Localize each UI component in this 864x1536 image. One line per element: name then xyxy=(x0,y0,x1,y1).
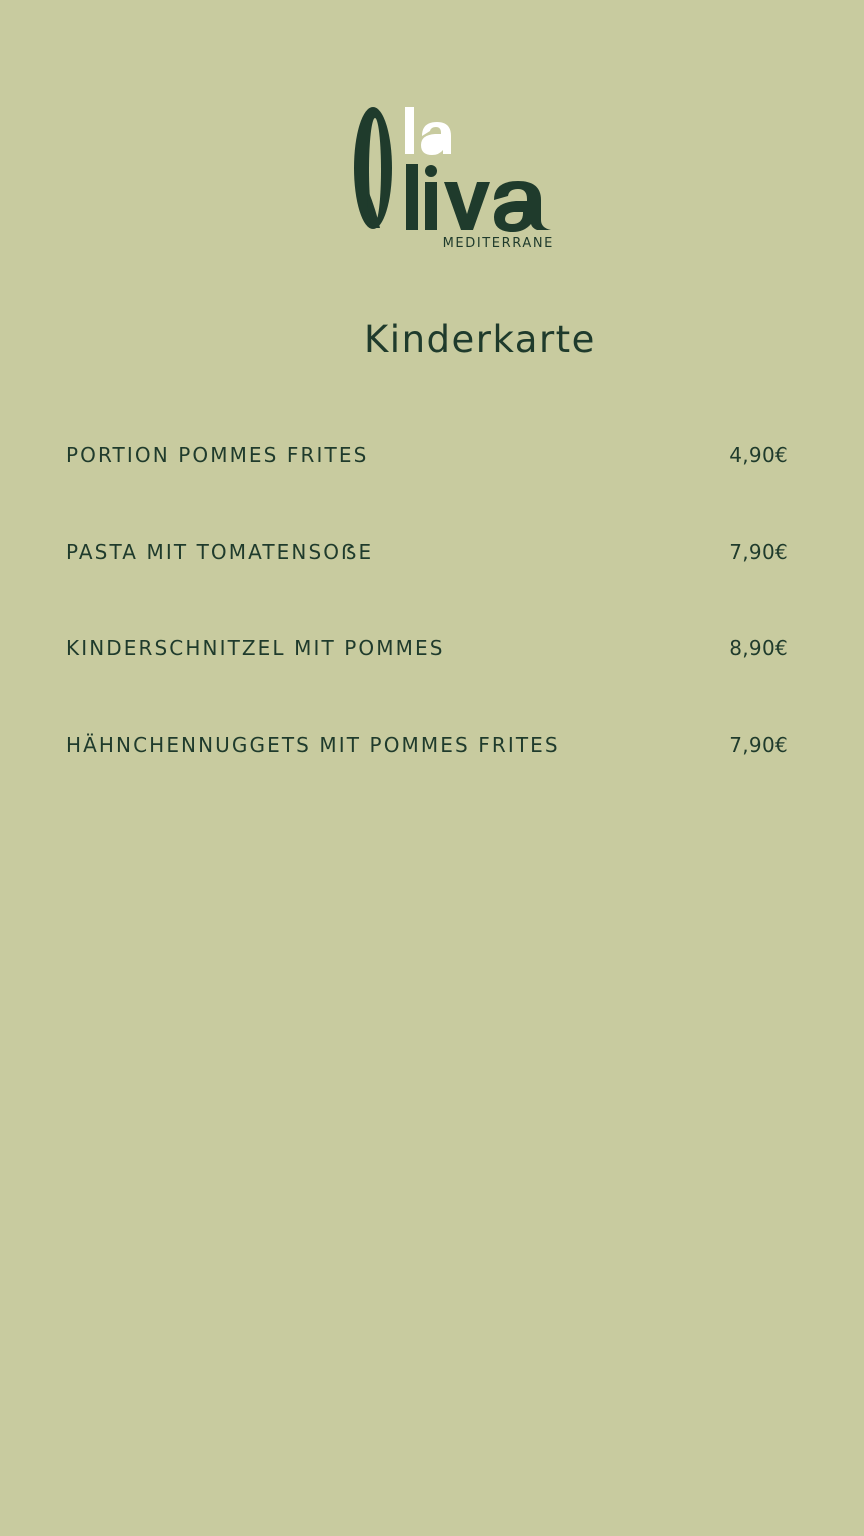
menu-list xyxy=(66,440,788,826)
menu-item-price: 7,90€ xyxy=(729,732,788,757)
menu-item-name: PORTION POMMES FRITES xyxy=(66,443,369,467)
menu-item-portion-pommes xyxy=(66,440,788,470)
page-title: Kinderkarte xyxy=(364,318,596,361)
menu-item-price: 8,90€ xyxy=(729,636,788,660)
brand-logo xyxy=(350,100,560,260)
menu-item-haehnchennuggets xyxy=(66,730,788,760)
logo-tagline: MEDITERRANE xyxy=(442,236,554,251)
menu-item-name: HÄHNCHENNUGGETS MIT POMMES FRITES xyxy=(66,732,560,757)
menu-item-name: PASTA MIT TOMATENSOẞE xyxy=(66,539,374,564)
menu-item-name: KINDERSCHNITZEL MIT POMMES xyxy=(66,636,445,660)
la-oliva-logo xyxy=(350,100,560,240)
menu-item-pasta xyxy=(66,537,788,567)
menu-item-price: 7,90€ xyxy=(729,539,788,564)
menu-item-kinderschnitzel xyxy=(66,633,788,663)
menu-item-price: 4,90€ xyxy=(729,443,788,467)
